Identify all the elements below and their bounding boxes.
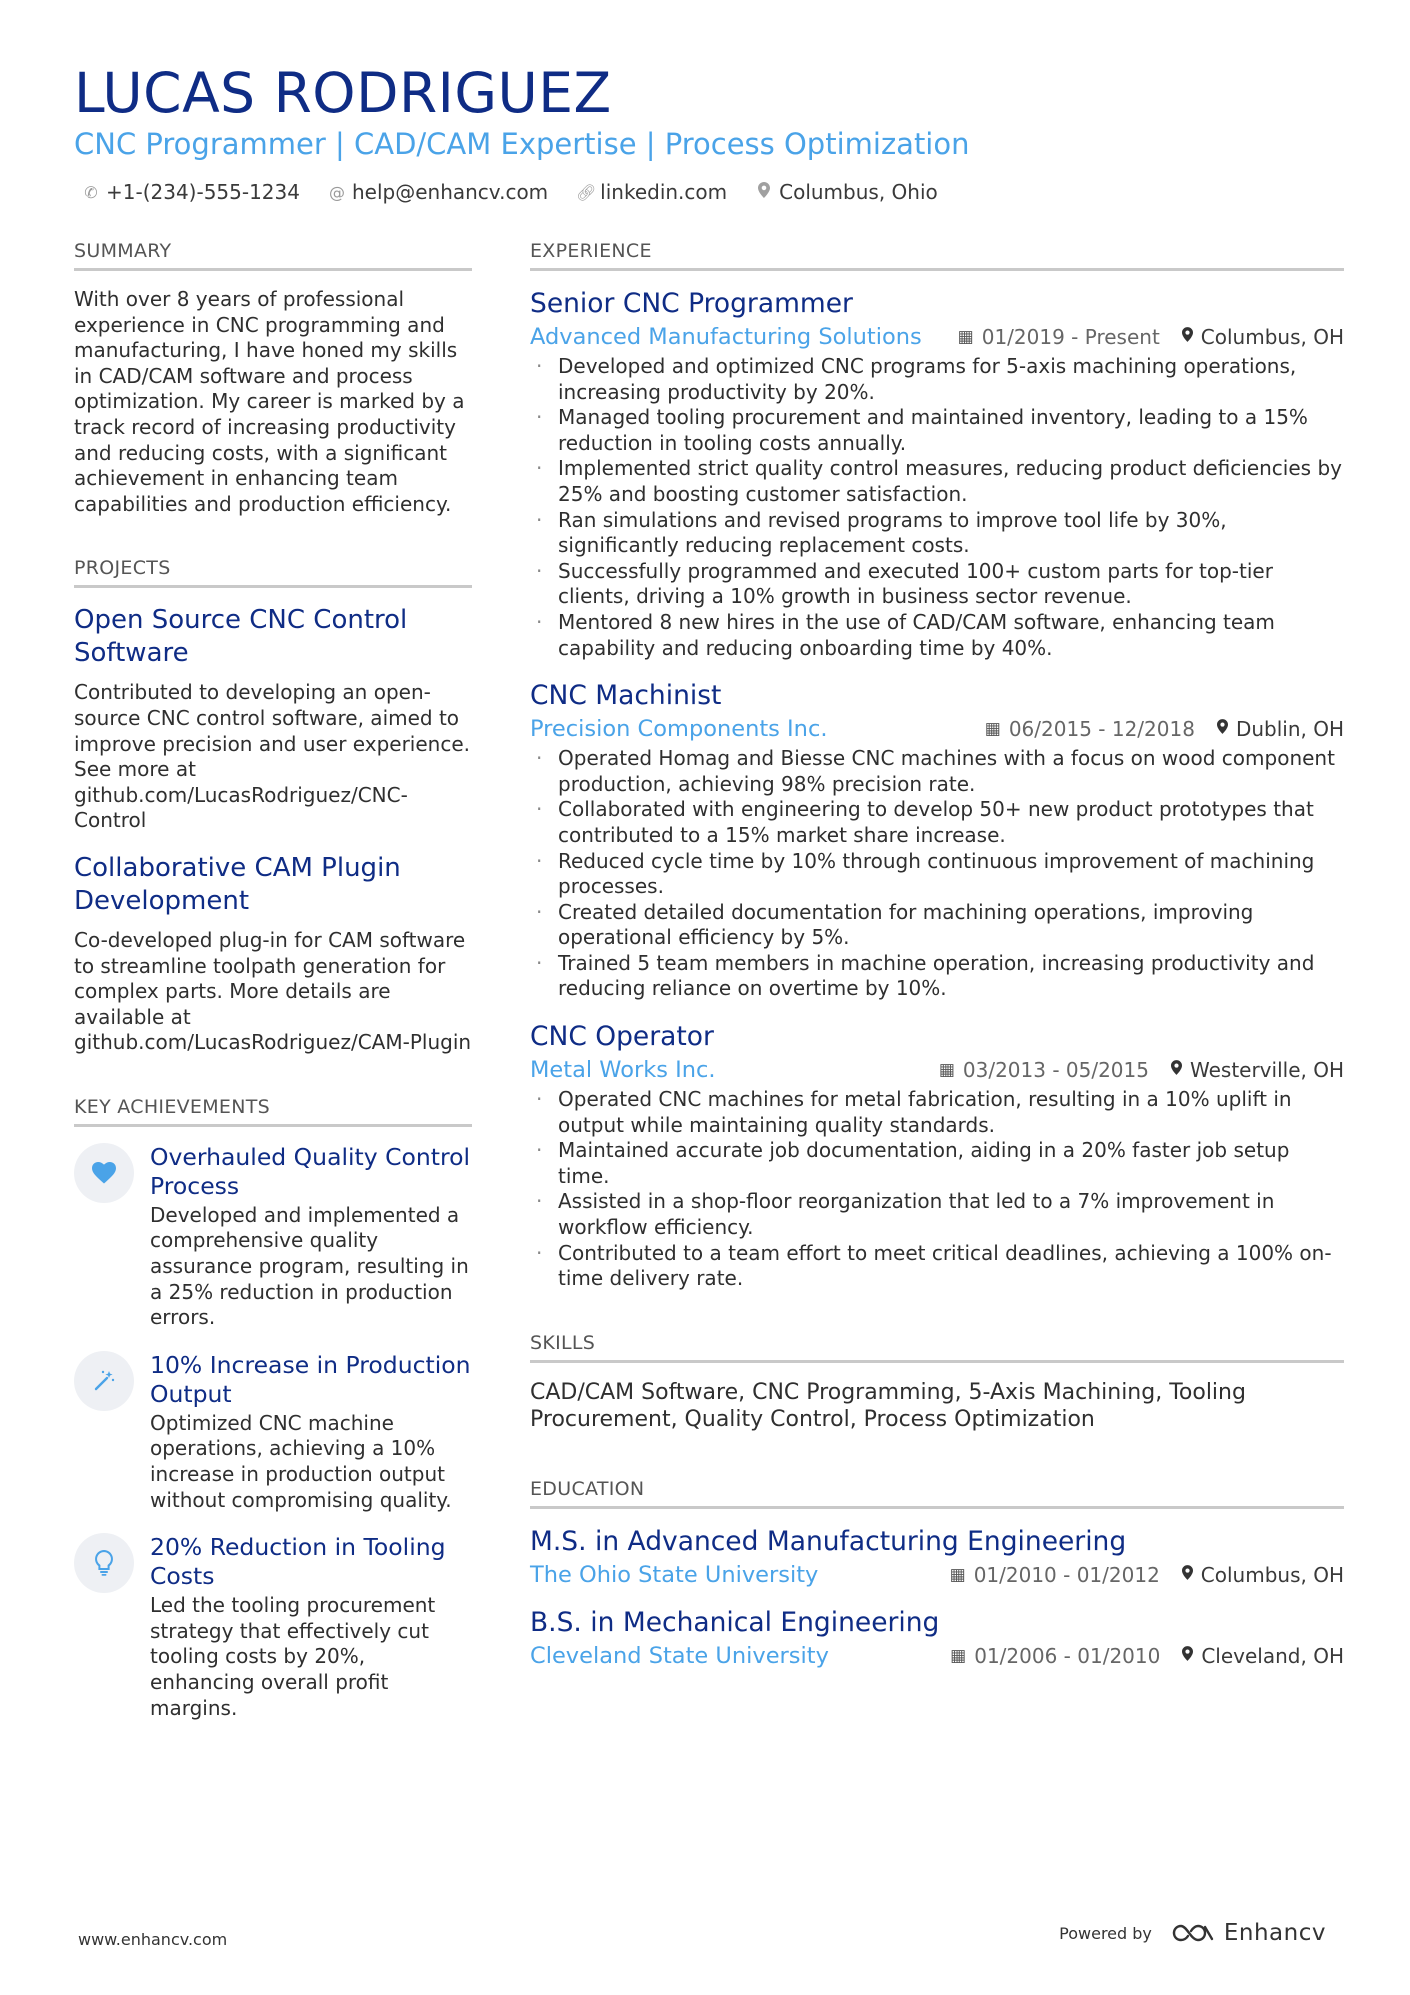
- job-title: Senior CNC Programmer: [530, 288, 853, 319]
- location-pin-icon: [1217, 719, 1228, 739]
- education-dates: 01/2010 - 01/2012: [973, 1562, 1160, 1587]
- school-name: Cleveland State University: [530, 1642, 829, 1669]
- footer-branding: [1059, 1920, 1326, 1946]
- location-pin-icon: [1171, 1060, 1182, 1080]
- left-column: [74, 240, 472, 1741]
- company-name: Precision Components Inc.: [530, 716, 828, 743]
- calendar-icon: ▦: [950, 1645, 967, 1666]
- location-pin-icon: [1182, 327, 1193, 347]
- location-pin-icon: [1182, 1565, 1193, 1585]
- job-bullets: [530, 746, 1344, 1002]
- bullet-item: · Maintained accurate job documentation, aiding in a 20% faster job setup time.: [530, 1138, 1344, 1189]
- project-description: Co-developed plug-in for CAM software to streamline toolpath generation for complex parts. More details are available at github.com/LucasRodriguez/CAM-Plugin: [74, 927, 472, 1055]
- candidate-headline: CNC Programmer | CAD/CAM Expertise | Process Optimization: [74, 127, 970, 161]
- summary-text: With over 8 years of professional experience in CNC programming and manufacturing, I have honed my skills in CAD/CAM software and process optimization. My career is marked by a track record of increasing productivity and reducing costs, with a significant achievement in enhancing team capabilities and production efficiency.: [74, 287, 465, 516]
- project-item: [74, 604, 472, 834]
- bullet-item: · Created detailed documentation for machining operations, improving operational efficiency by 5%.: [530, 900, 1344, 951]
- skills-heading: SKILLS: [530, 1332, 1344, 1363]
- experience-heading: EXPERIENCE: [530, 240, 1344, 271]
- achievement-description: Developed and implemented a comprehensive quality assurance program, resulting in a 25% reduction in production errors.: [150, 1202, 469, 1330]
- job-entry: [530, 287, 1344, 661]
- email-text[interactable]: help@enhancv.com: [351, 180, 549, 204]
- education-dates: 01/2006 - 01/2010: [974, 1643, 1161, 1668]
- company-name: Metal Works Inc.: [530, 1057, 716, 1084]
- degree-title: M.S. in Advanced Manufacturing Engineering: [530, 1525, 1127, 1557]
- calendar-icon: ▦: [938, 1060, 955, 1081]
- education-heading: EDUCATION: [530, 1478, 1344, 1509]
- achievement-item: [74, 1143, 472, 1331]
- job-location: Westerville, OH: [1189, 1058, 1344, 1083]
- location-pin-icon: [1182, 1646, 1193, 1666]
- right-column: [530, 240, 1344, 1687]
- link-icon: 🔗︎: [576, 182, 597, 202]
- bullet-item: · Contributed to a team effort to meet critical deadlines, achieving a 100% on-time delivery rate.: [530, 1241, 1344, 1292]
- powered-by-label: Powered by: [1059, 1923, 1152, 1943]
- bullet-item: · Mentored 8 new hires in the use of CAD/CAM software, enhancing team capability and reducing onboarding time by 40%.: [530, 610, 1344, 661]
- brand-name: Enhancv: [1223, 1920, 1326, 1946]
- bullet-item: · Assisted in a shop-floor reorganization that led to a 7% improvement in workflow efficiency.: [530, 1189, 1344, 1240]
- bullet-item: · Trained 5 team members in machine operation, increasing productivity and reducing reliance on overtime by 10%.: [530, 951, 1344, 1002]
- enhancv-logo[interactable]: [1170, 1920, 1326, 1946]
- bullet-item: · Implemented strict quality control measures, reducing product deficiencies by 25% and boosting customer satisfaction.: [530, 456, 1344, 507]
- bullet-item: · Successfully programmed and executed 100+ custom parts for top-tier clients, driving a 10% growth in business sector revenue.: [530, 559, 1344, 610]
- contact-phone: [82, 180, 300, 204]
- contact-linkedin[interactable]: [576, 180, 727, 204]
- footer-website[interactable]: www.enhancv.com: [78, 1930, 228, 1949]
- skills-text: CAD/CAM Software, CNC Programming, 5-Axis Machining, Tooling Procurement, Quality Control, Process Optimization: [530, 1379, 1246, 1433]
- calendar-icon: ▦: [957, 327, 974, 347]
- achievements-heading: KEY ACHIEVEMENTS: [74, 1096, 472, 1127]
- job-location: Columbus, OH: [1200, 325, 1344, 349]
- education-entry: [530, 1525, 1344, 1588]
- achievement-description: Optimized CNC machine operations, achieving a 10% increase in production output without compromising quality.: [150, 1410, 452, 1512]
- contact-bar: [74, 180, 1344, 204]
- bullet-item: · Operated Homag and Biesse CNC machines with a focus on wood component production, achieving 98% precision rate.: [530, 746, 1344, 797]
- achievement-item: [74, 1351, 472, 1513]
- bullet-item: · Collaborated with engineering to develop 50+ new product prototypes that contributed to a 15% market share increase.: [530, 797, 1344, 848]
- location-pin-icon: [755, 182, 773, 202]
- job-bullets: [530, 354, 1344, 661]
- magic-wand-icon: [74, 1351, 134, 1411]
- calendar-icon: ▦: [984, 719, 1001, 740]
- degree-title: B.S. in Mechanical Engineering: [530, 1606, 940, 1638]
- lightbulb-icon: [74, 1533, 134, 1593]
- education-location: Cleveland, OH: [1201, 1643, 1344, 1668]
- job-bullets: [530, 1087, 1344, 1292]
- achievement-title: 20% Reduction in Tooling Costs: [150, 1533, 446, 1591]
- linkedin-text[interactable]: linkedin.com: [600, 180, 728, 204]
- job-dates: 03/2013 - 05/2015: [962, 1058, 1149, 1083]
- job-dates: 06/2015 - 12/2018: [1008, 717, 1195, 742]
- bullet-item: · Reduced cycle time by 10% through continuous improvement of machining processes.: [530, 849, 1344, 900]
- bullet-item: · Developed and optimized CNC programs for 5-axis machining operations, increasing productivity by 20%.: [530, 354, 1344, 405]
- summary-heading: SUMMARY: [74, 240, 472, 271]
- calendar-icon: ▦: [949, 1564, 966, 1585]
- enhancv-logo-icon: [1170, 1921, 1216, 1945]
- project-item: [74, 852, 472, 1056]
- job-title: CNC Operator: [530, 1021, 714, 1053]
- achievement-item: [74, 1533, 472, 1721]
- education-entry: [530, 1606, 1344, 1669]
- at-sign-icon: @: [328, 182, 345, 202]
- achievement-title: Overhauled Quality Control Process: [150, 1142, 471, 1200]
- job-title: CNC Machinist: [530, 680, 722, 712]
- location-text: Columbus, Ohio: [779, 180, 938, 204]
- heart-icon: [74, 1143, 134, 1203]
- achievement-title: 10% Increase in Production Output: [150, 1350, 471, 1408]
- bullet-item: · Operated CNC machines for metal fabrication, resulting in a 10% uplift in output while maintaining quality standards.: [530, 1087, 1344, 1138]
- school-name: The Ohio State University: [530, 1561, 819, 1588]
- resume-header: [74, 62, 1344, 204]
- education-location: Columbus, OH: [1200, 1562, 1344, 1587]
- bullet-item: · Managed tooling procurement and maintained inventory, leading to a 15% reduction in tooling costs annually.: [530, 405, 1344, 456]
- job-dates: 01/2019 - Present: [981, 325, 1160, 349]
- achievement-description: Led the tooling procurement strategy that effectively cut tooling costs by 20%, enhancing overall profit margins.: [150, 1593, 436, 1720]
- project-description: Contributed to developing an open-source CNC control software, aimed to improve precision and user experience. See more at github.com/LucasRodriguez/CNC-Control: [74, 680, 471, 833]
- bullet-item: · Ran simulations and revised programs to improve tool life by 30%, significantly reducing replacement costs.: [530, 508, 1344, 559]
- contact-location: [755, 180, 938, 204]
- project-title: Collaborative CAM Plugin Development: [74, 852, 401, 916]
- candidate-name: LUCAS RODRIGUEZ: [74, 61, 612, 125]
- company-name: Advanced Manufacturing Solutions: [530, 324, 922, 350]
- job-entry: [530, 1020, 1344, 1292]
- phone-text: +1-(234)-555-1234: [106, 180, 300, 204]
- projects-heading: PROJECTS: [74, 557, 472, 588]
- job-entry: [530, 679, 1344, 1002]
- job-location: Dublin, OH: [1235, 717, 1344, 742]
- phone-icon: ✆: [84, 182, 98, 202]
- project-title: Open Source CNC Control Software: [74, 605, 408, 669]
- contact-email[interactable]: [328, 180, 548, 204]
